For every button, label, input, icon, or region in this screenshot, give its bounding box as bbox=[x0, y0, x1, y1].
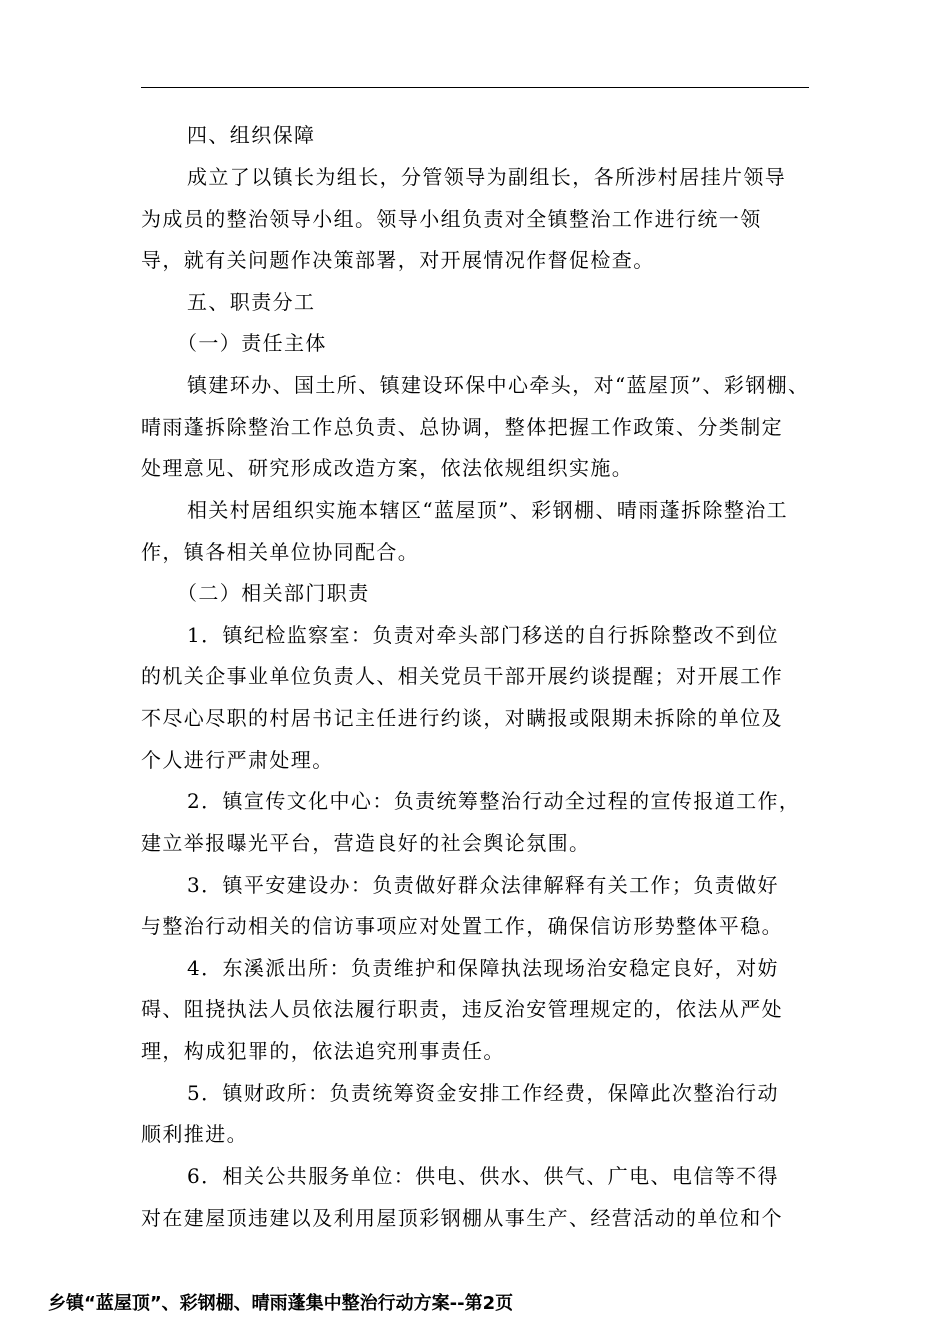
paragraph-line: 5．镇财政所：负责统筹资金安排工作经费，保障此次整治行动 bbox=[187, 1081, 779, 1105]
paragraph-line: 晴雨蓬拆除整治工作总负责、总协调，整体把握工作政策、分类制定 bbox=[141, 415, 783, 439]
paragraph-line: 与整治行动相关的信访事项应对处置工作，确保信访形势整体平稳。 bbox=[141, 914, 783, 938]
paragraph-line: 6．相关公共服务单位：供电、供水、供气、广电、电信等不得 bbox=[187, 1164, 779, 1188]
paragraph-line: 导，就有关问题作决策部署，对开展情况作督促检查。 bbox=[141, 248, 655, 272]
page-footer: 乡镇“蓝屋顶”、彩钢棚、晴雨蓬集中整治行动方案--第2页 bbox=[48, 1293, 514, 1314]
paragraph-line: 3．镇平安建设办：负责做好群众法律解释有关工作；负责做好 bbox=[187, 873, 779, 897]
paragraph-line: 4．东溪派出所：负责维护和保障执法现场治安稳定良好，对妨 bbox=[187, 956, 779, 980]
paragraph-line: 相关村居组织实施本辖区“蓝屋顶”、彩钢棚、晴雨蓬拆除整治工 bbox=[187, 498, 789, 522]
paragraph-line: 为成员的整治领导小组。领导小组负责对全镇整治工作进行统一领 bbox=[141, 207, 762, 231]
header-rule bbox=[141, 87, 809, 88]
section-heading: 五、职责分工 bbox=[187, 290, 316, 314]
paragraph-line: 作，镇各相关单位协同配合。 bbox=[141, 540, 420, 564]
paragraph-line: 成立了以镇长为组长，分管领导为副组长，各所涉村居挂片领导 bbox=[187, 165, 787, 189]
paragraph-line: 的机关企事业单位负责人、相关党员干部开展约谈提醒；对开展工作 bbox=[141, 664, 783, 688]
section-heading: 四、组织保障 bbox=[187, 123, 316, 147]
paragraph-line: 镇建环办、国土所、镇建设环保中心牵头，对“蓝屋顶”、彩钢棚、 bbox=[187, 373, 810, 397]
paragraph-line: 顺利推进。 bbox=[141, 1122, 248, 1146]
paragraph-line: 1．镇纪检监察室：负责对牵头部门移送的自行拆除整改不到位 bbox=[187, 623, 779, 647]
paragraph-line: 碍、阻挠执法人员依法履行职责，违反治安管理规定的，依法从严处 bbox=[141, 997, 783, 1021]
paragraph-line: 对在建屋顶违建以及利用屋顶彩钢棚从事生产、经营活动的单位和个 bbox=[141, 1206, 783, 1230]
paragraph-line: 个人进行严肃处理。 bbox=[141, 748, 334, 772]
paragraph-line: 处理意见、研究形成改造方案，依法依规组织实施。 bbox=[141, 456, 634, 480]
paragraph-line: 不尽心尽职的村居书记主任进行约谈，对瞒报或限期未拆除的单位及 bbox=[141, 706, 783, 730]
subsection-heading: （二）相关部门职责 bbox=[177, 581, 370, 605]
subsection-heading: （一）责任主体 bbox=[177, 331, 327, 355]
paragraph-line: 2．镇宣传文化中心：负责统筹整治行动全过程的宣传报道工作， bbox=[187, 789, 801, 813]
paragraph-line: 理，构成犯罪的，依法追究刑事责任。 bbox=[141, 1039, 505, 1063]
paragraph-line: 建立举报曝光平台，营造良好的社会舆论氛围。 bbox=[141, 831, 591, 855]
